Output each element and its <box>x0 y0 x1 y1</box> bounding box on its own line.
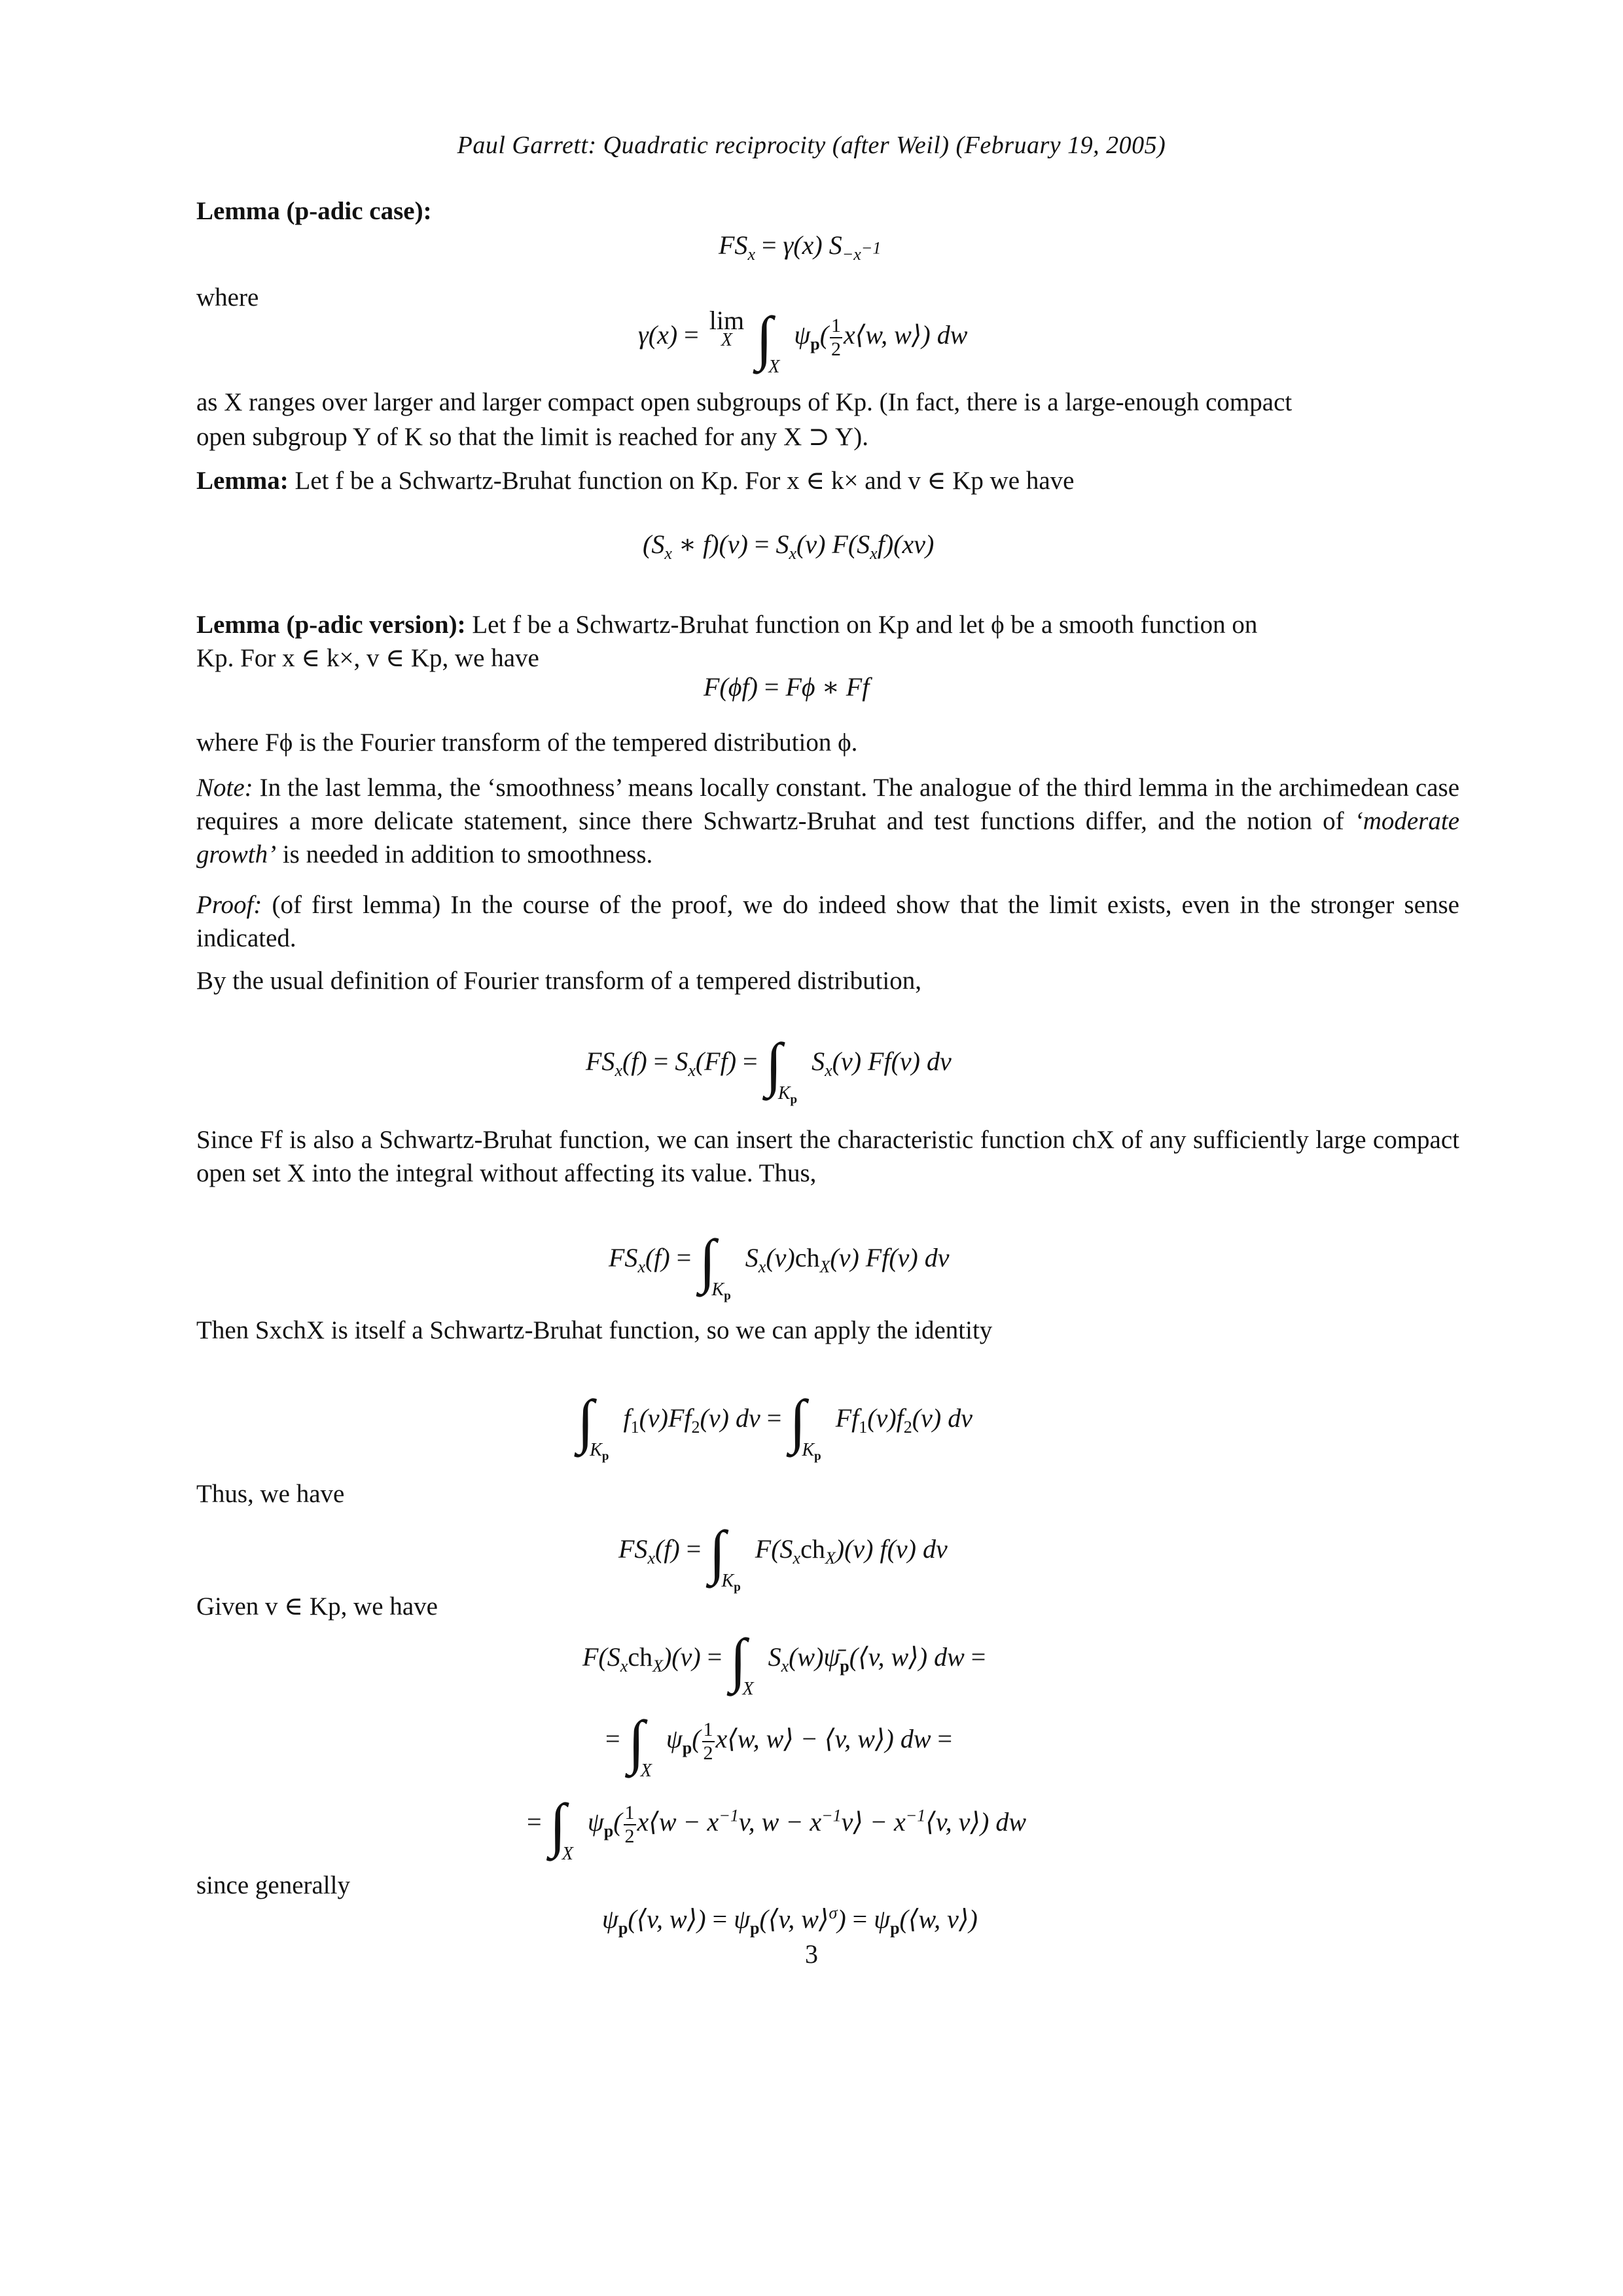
proof-label: Proof: <box>196 891 262 919</box>
equation-10: $\psi_p(⟨v$, w⟩) = $\psi_p(⟨v$, w⟩$^\sigma$) = $\psi_p(⟨w$, v⟩) <box>602 1903 978 1938</box>
proof-since-ff: Since Ff is also a Schwartz-Bruhat function, we can insert the characteristic function chX of any sufficiently large compact open set X into the integral without affecting its value. Thus, <box>196 1126 1459 1187</box>
lemma1-range-text-2: open subgroup Y of K so that the limit is reached for any X ⊃ Y). <box>196 423 868 451</box>
proof-given: Given v ∈ Kp, we have <box>196 1592 438 1621</box>
lemma1-range-text-1: as X ranges over larger and larger compact open subgroups of Kp. (In fact, there is a large-enough compact <box>196 388 1293 416</box>
lemma1-where: where <box>196 283 259 312</box>
note-label: Note: <box>196 774 253 802</box>
note-emphasis: ‘moderate growth’ <box>196 807 1460 869</box>
lemma3-text-2: Kp. For x ∈ k×, v ∈ Kp, we have <box>196 644 539 672</box>
equation-8: $FS_x(f) = \int K_p$ $F(S_xch_X)(v)$ f(v) dv <box>618 1518 948 1594</box>
proof-paragraph <box>196 888 1459 955</box>
equation-9c: = ∫X $\psi_p$( $\frac{1}{2}$ x⟨w − $x^{-1}v$, $w - x^{-1}v⟩$ − $x^{-1}⟨v$, v⟩) dw <box>527 1791 1027 1864</box>
equation-3: ($S_x$ ∗ $f)(v) = S_x(v)$ $F(S_xf)(xv)$ <box>643 529 935 563</box>
proof-usual-definition: By the usual definition of Fourier transform of a tempered distribution, <box>196 967 922 995</box>
equation-5: $FS_x(f) = S_x(Ff) = \int K_p$ $S_x(v)$ Ff(v) dv <box>586 1031 952 1107</box>
note-text: In the last lemma, the ‘smoothness’ means locally constant. The analogue of the third lemma in the archimedean case requires a more delicate statement, since there Schwartz-Bruhat and test functions differ, and the notion of <box>196 774 1460 835</box>
lemma2-title: Lemma: <box>196 467 289 495</box>
note-tail: is needed in addition to smoothness. <box>282 840 653 869</box>
proof-since-generally: since generally <box>196 1871 350 1899</box>
equation-4: F(ϕf) = Fϕ ∗ Ff <box>704 672 870 702</box>
lemma2-line <box>196 466 1074 495</box>
lemma1-title: Lemma (p-adic case): <box>196 197 432 225</box>
equation-9a: $F(S_xch_X)(v) = \int X$ $S_x(w)\psī_p(⟨v$, w⟩) dw = <box>582 1626 986 1699</box>
equation-6: $FS_x(f) = \int K_p$ $S_x(v)ch_X(v)$ Ff(v) dv <box>609 1227 950 1303</box>
running-head: Paul Garrett: Quadratic reciprocity (after Weil) (February 19, 2005) <box>457 132 1166 159</box>
proof-then: Then SxchX is itself a Schwartz-Bruhat function, so we can apply the identity <box>196 1316 993 1344</box>
lemma3-where-text: where Fϕ is the Fourier transform of the tempered distribution ϕ. <box>196 728 858 757</box>
proof-text: (of first lemma) In the course of the proof, we do indeed show that the limit exists, even in the stronger sense indicated. <box>196 891 1459 952</box>
proof-thus-we-have: Thus, we have <box>196 1480 345 1508</box>
note-paragraph <box>196 771 1459 871</box>
lemma2-text: Let f be a Schwartz-Bruhat function on Kp. For x ∈ k× and v ∈ Kp we have <box>294 467 1075 495</box>
equation-1: $FS_x = \gamma(x)$ $S_{-x^{-1}}$ <box>719 230 882 264</box>
equation-2: γ(x) = lim X ∫X $\psi_p$( $\frac{1}{2}$ x⟨w, w⟩) dw <box>638 304 968 377</box>
lemma3-text-1: Let f be a Schwartz-Bruhat function on Kp and let ϕ be a smooth function on <box>472 611 1258 639</box>
lemma3-title: Lemma (p-adic version): <box>196 611 466 639</box>
page-number: 3 <box>805 1939 818 1969</box>
equation-9b: = ∫X $\psi_p$( $\frac{1}{2}$ x⟨w, w⟩ − ⟨v, w⟩) dw = <box>605 1708 953 1781</box>
lemma3-line-1 <box>196 610 1257 639</box>
equation-7: $\int K_p$ $f_1(v)Ff_2(v)$ dv = $\int K_p$ $Ff_1(v)f_2(v)$ dv <box>577 1388 972 1463</box>
